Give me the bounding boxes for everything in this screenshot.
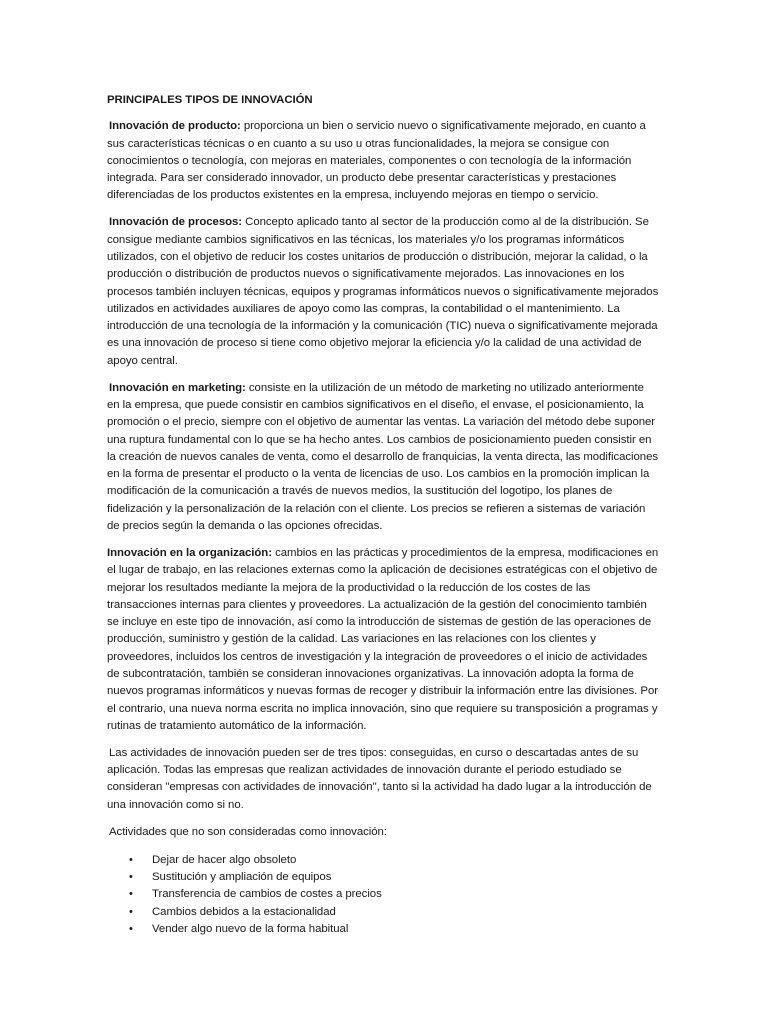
list-item bbox=[107, 921, 659, 938]
paragraph-organization-innovation bbox=[107, 545, 659, 735]
bullet-icon: • bbox=[129, 871, 133, 884]
heading-marketing-innovation: Innovación en marketing: bbox=[109, 381, 246, 394]
text-process-innovation: Concepto aplicado tanto al sector de la producción como al de la distribución. Se consigue mediante cambios significativos en las técnicas, los materiales y/o los programas informáticos utilizados, con el objetivo de reducir los costes unitarios de producción o distribución, mejorar la calidad, o la producción o distribución de productos nuevos o significativamente mejorados. Las innovaciones en los procesos también incluyen técnicas, equipos y programas informáticos nuevos o significativamente mejorados utilizados en actividades auxiliares de apoyo como las compras, la contabilidad o el mantenimiento. La introducción de una tecnología de la información y la comunicación (TIC) nueva o significativamente mejorada es una innovación de proceso si tiene como objetivo mejorar la eficiencia y/o la calidad de una actividad de apoyo central. bbox=[107, 216, 659, 367]
document-page bbox=[107, 92, 659, 938]
non-innovation-list bbox=[107, 852, 659, 938]
list-item bbox=[107, 886, 659, 903]
list-item-text: Cambios debidos a la estacionalidad bbox=[152, 905, 336, 918]
non-innovation-intro: Actividades que no son consideradas como innovación: bbox=[109, 825, 387, 838]
bullet-icon: • bbox=[129, 905, 133, 918]
list-item-text: Sustitución y ampliación de equipos bbox=[152, 871, 332, 884]
paragraph-product-innovation bbox=[107, 118, 659, 204]
list-item-text: Transferencia de cambios de costes a precios bbox=[152, 888, 382, 901]
paragraph-process-innovation bbox=[107, 214, 659, 370]
bullet-icon: • bbox=[129, 853, 133, 866]
heading-organization-innovation: Innovación en la organización: bbox=[107, 546, 272, 559]
text-product-innovation: proporciona un bien o servicio nuevo o significativamente mejorado, en cuanto a sus características técnicas o en cuanto a su uso u otras funcionalidades, la mejora se consigue con conocimientos o tecnología, con mejoras en materiales, componentes o con tecnología de la información integrada. Para ser considerado innovador, un producto debe presentar características y prestaciones diferenciadas de los productos existentes en la empresa, incluyendo mejoras en tiempo o servicio. bbox=[107, 120, 646, 202]
text-organization-innovation: cambios en las prácticas y procedimientos de la empresa, modificaciones en el lugar de trabajo, en las relaciones externas como la aplicación de decisiones estratégicas con el objetivo de mejorar los resultados mediante la mejora de la productividad o la reducción de los costes de las transacciones internas para clientes y proveedores. La actualización de la gestión del conocimiento también se incluye en este tipo de innovación, así como la introducción de sistemas de gestión de las operaciones de producción, suministro y gestión de la calidad. Las variaciones en las relaciones con los clientes y proveedores, incluidos los centros de investigación y la integración de proveedores o el inicio de actividades de subcontratación, también se consideran innovaciones organizativas. La innovación adopta la forma de nuevos programas informáticos y nuevas formas de recoger y distribuir la información entre las divisiones. Por el contrario, una nueva norma escrita no implica innovación, sino que requiere su transposición a programas y rutinas de tratamiento automático de la información. bbox=[107, 546, 659, 732]
paragraph-activities: Las actividades de innovación pueden ser de tres tipos: conseguidas, en curso o descartadas antes de su aplicación. Todas las empresas que realizan actividades de innovación durante el periodo estudiado se consideran "empresas con actividades de innovación", tanto si la actividad ha dado lugar a la introducción de una innovación como si no. bbox=[107, 746, 652, 811]
heading-process-innovation: Innovación de procesos: bbox=[109, 216, 243, 229]
list-item bbox=[107, 904, 659, 921]
heading-product-innovation: Innovación de producto: bbox=[109, 120, 241, 133]
document-title: PRINCIPALES TIPOS DE INNOVACIÓN bbox=[107, 94, 313, 106]
list-item-text: Dejar de hacer algo obsoleto bbox=[152, 853, 297, 866]
list-item-text: Vender algo nuevo de la forma habitual bbox=[152, 923, 349, 936]
text-marketing-innovation: consiste en la utilización de un método de marketing no utilizado anteriormente en la empresa, que puede consistir en cambios significativos en el diseño, el envase, el posicionamiento, la promoción o el precio, siempre con el objetivo de aumentar las ventas. La variación del método debe suponer una ruptura fundamental con lo que se ha hecho antes. Los cambios de posicionamiento pueden consistir en la creación de nuevos canales de venta, como el desarrollo de franquicias, la venta directa, las modificaciones en la forma de presentar el producto o la venta de licencias de uso. Los cambios en la promoción implican la modificación de la comunicación a través de nuevos medios, la sustitución del logotipo, los planes de fidelización y la personalización de la relación con el cliente. Los precios se refieren a sistemas de variación de precios según la demanda o las opciones ofrecidas. bbox=[107, 381, 659, 533]
bullet-icon: • bbox=[129, 888, 133, 901]
list-item bbox=[107, 852, 659, 869]
list-item bbox=[107, 869, 659, 886]
paragraph-marketing-innovation bbox=[107, 380, 659, 536]
bullet-icon: • bbox=[129, 923, 133, 936]
